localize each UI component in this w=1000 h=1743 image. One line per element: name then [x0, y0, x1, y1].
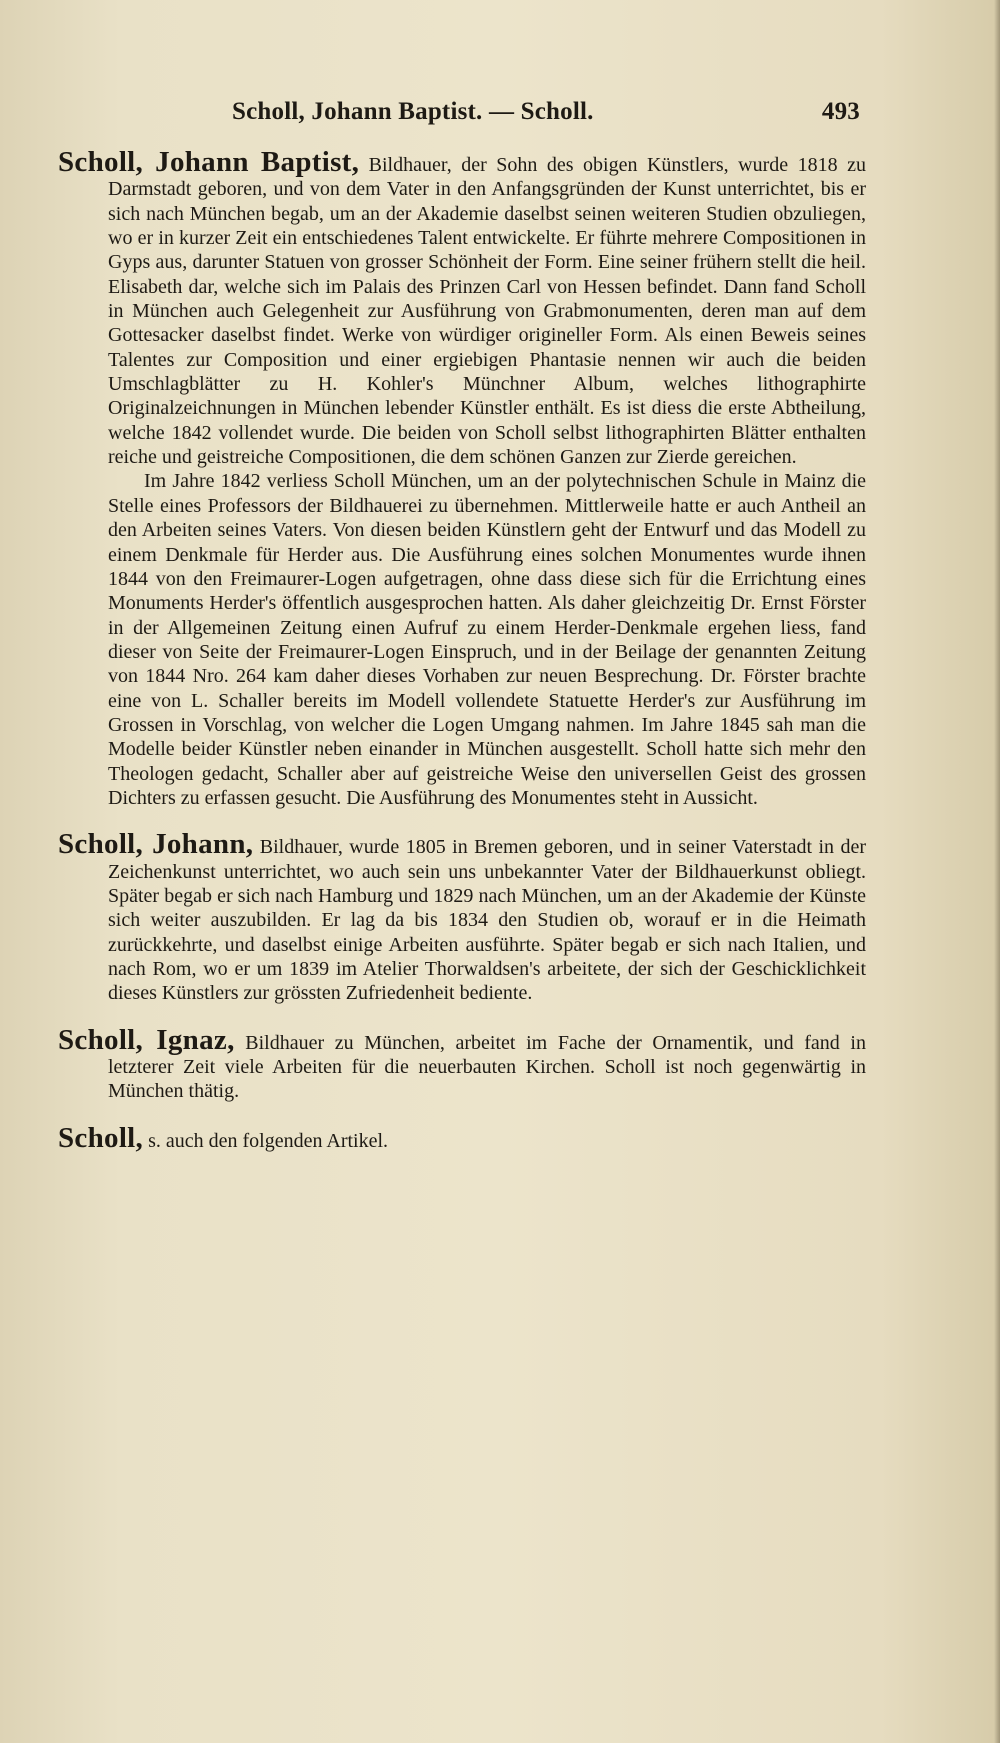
entry-headword: Scholl, Johann, [58, 828, 254, 861]
page-edge-shadow [994, 0, 1000, 1743]
entry-scholl-johann [58, 828, 866, 1005]
entry-paragraph [58, 828, 866, 1005]
entry-headword: Scholl, [58, 1121, 144, 1154]
entry-scholl-ignaz [58, 1023, 866, 1104]
page-number: 493 [821, 98, 860, 125]
entry-headword: Scholl, Ignaz, [58, 1023, 235, 1056]
entry-headword: Scholl, Johann Baptist, [58, 146, 360, 178]
dictionary-entries [58, 146, 866, 1154]
page-header [232, 92, 892, 132]
entry-paragraph: Im Jahre 1842 verliess Scholl München, um an der polytechnischen Schule in Mainz die Stelle eines Professors der Bildhauerei zu übernehmen. Mittlerweile hatte er auch Antheil an den Arbeiten seines Vaters. Von diesen beiden Künstlern geht der Entwurf und das Modell zu einem Denkmale für Herder aus. Die Ausführung eines solchen Monumentes wurde ihnen 1844 von den Freimaurer-Logen aufgetragen, ohne dass diese sich für die Errichtung eines Monuments Herder's öffentlich ausgesprochen hatten. Als daher gleichzeitig Dr. Ernst Förster in der Allgemeinen Zeitung einen Aufruf zu einem Herder-Denkmale ergehen liess, fand dieser von Seite der Freimaurer-Logen Einspruch, und in der Beilage der genannten Zeitung von 1844 Nro. 264 kam daher dieses Vorhaben zur neuen Besprechung. Dr. Förster brachte eine von L. Schaller bereits im Modell vollendete Statuette Herder's zur Ausführung im Grossen in Vorschlag, von welcher die Logen Umgang nahmen. Im Jahre 1845 sah man die Modelle beider Künstler neben einander in München ausgestellt. Scholl hatte sich mehr den Theologen gedacht, Schaller aber auf geistreiche Weise den universellen Geist des grossen Dichters zu erfassen gesucht. Die Ausführung des Monumentes steht in Aussicht. [108, 470, 866, 809]
entry-paragraph [58, 146, 866, 469]
running-head: Scholl, Johann Baptist. — Scholl. [232, 98, 594, 125]
entry-paragraph [58, 1121, 866, 1154]
entry-scholl-johann-baptist [58, 146, 866, 810]
entry-text: Bildhauer, wurde 1805 in Bremen geboren, und in seiner Vaterstadt in der Zeichenkunst unterrichtet, wo auch sein uns unbekannter Vater der Bildhauerkunst obliegt. Später begab er sich nach Hamburg und 1829 nach München, um an der Akademie der Künste sich weiter auszubilden. Er lag da bis 1834 den Studien ob, worauf er in die Heimath zurückkehrte, und daselbst einige Arbeiten ausführte. Später begab er sich nach Italien, und nach Rom, wo er um 1839 im Atelier Thorwaldsen's arbeitete, der sich der Geschicklichkeit dieses Künstlers zur grössten Zufriedenheit bediente. [108, 836, 866, 1005]
entry-paragraph [58, 1023, 866, 1104]
entry-text: Bildhauer, der Sohn des obigen Künstlers, wurde 1818 zu Darmstadt geboren, und von dem Vater in den Anfangsgründen der Kunst unterrichtet, bis er sich nach München begab, um an der Akademie daselbst seinen weiteren Studien obzuliegen, wo er in kurzer Zeit ein entschiedenes Talent entwickelte. Er führte mehrere Compositionen in Gyps aus, darunter Statuen von grosser Schönheit der Form. Eine seiner frühern stellt die heil. Elisabeth dar, welche sich im Palais des Prinzen Carl von Hessen befindet. Dann fand Scholl in München auch Gelegenheit zur Ausführung von Grabmonumenten, deren man auf dem Gottesacker daselbst findet. Werke von würdiger origineller Form. Als einen Beweis seines Talentes zur Composition und einer ergiebigen Phantasie nennen wir auch die beiden Umschlagblätter zu H. Kohler's Münchner Album, welches lithographirte Originalzeichnungen in München lebender Künstler enthält. Es ist diess die erste Abtheilung, welche 1842 vollendet wurde. Die beiden von Scholl selbst lithographirten Blätter enthalten reiche und geistreiche Compositionen, die dem schönen Ganzen zur Zierde gereichen. [108, 154, 866, 469]
entry-text: Bildhauer zu München, arbeitet im Fache der Ornamentik, und fand in letzterer Zeit viele Arbeiten für die neuerbauten Kirchen. Scholl ist noch gegenwärtig in München thätig. [108, 1031, 866, 1103]
entry-text: s. auch den folgenden Artikel. [143, 1129, 389, 1152]
entry-scholl-cross-reference [58, 1121, 866, 1154]
